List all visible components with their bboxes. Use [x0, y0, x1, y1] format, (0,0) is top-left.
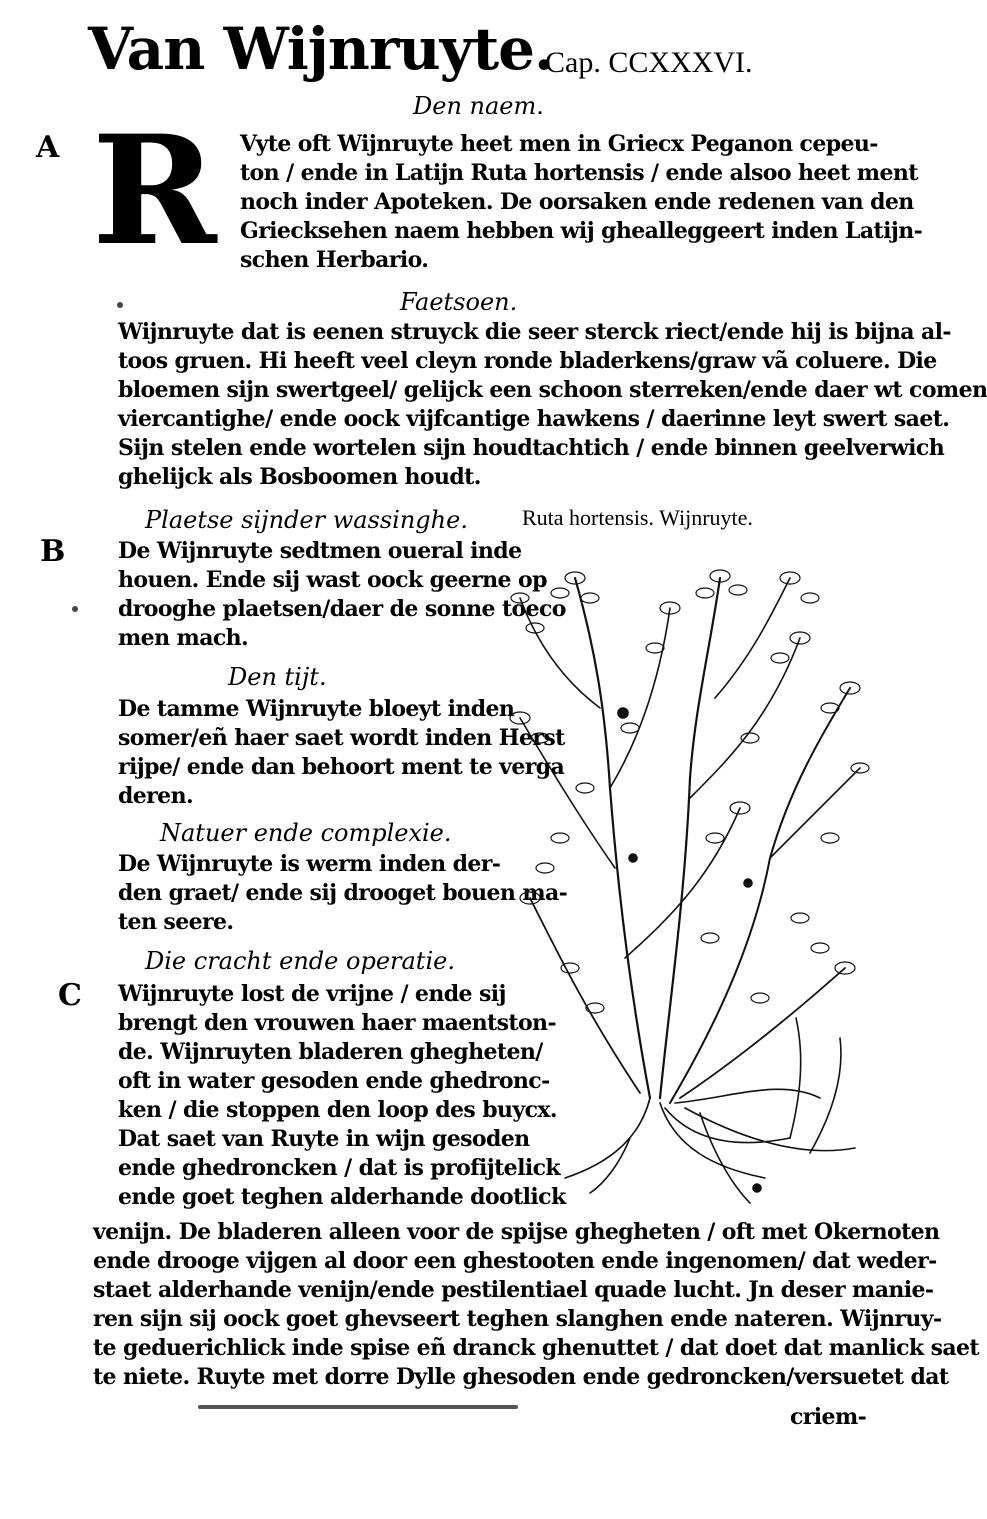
text-line: ghelijck als Bosboomen houdt. [118, 464, 481, 490]
chapter-number: Cap. CCXXXVI. [545, 46, 753, 79]
text-line: ton / ende in Latijn Ruta hortensis / ende alsoo heet ment [240, 160, 918, 186]
text-line: houen. Ende sij wast oock geerne op [118, 567, 547, 593]
section-body-naem [240, 130, 922, 275]
text-line: ken / die stoppen den loop des buycx. [118, 1097, 557, 1123]
text-line: Vyte oft Wijnruyte heet men in Griecx Peganon cepeu- [240, 131, 878, 157]
text-line: Wijnruyte lost de vrijne / ende sij [118, 981, 506, 1007]
section-body-cracht [118, 980, 566, 1212]
text-line: rijpe/ ende dan behoort ment te verga [118, 754, 565, 780]
section-body-faetsoen [118, 318, 987, 492]
text-line: schen Herbario. [240, 247, 429, 273]
text-line: deren. [118, 783, 194, 809]
margin-letter-b: B [40, 534, 66, 569]
text-line: somer/eñ haer saet wordt inden Herst [118, 725, 565, 751]
text-line: staet alderhande venijn/ende pestilentiael quade lucht. Jn deser manie- [93, 1277, 934, 1303]
text-line: De tamme Wijnruyte bloeyt inden [118, 696, 515, 722]
text-line: ren sijn sij oock goet ghevseert teghen slanghen ende nateren. Wijnruy- [93, 1306, 942, 1332]
margin-letter-c: C [58, 978, 82, 1013]
section-heading-tijt: Den tijt. [228, 663, 327, 691]
catchword: criem- [790, 1404, 867, 1430]
section-heading-naem: Den naem. [413, 92, 544, 120]
page-title: Van Wijnruyte. [88, 15, 554, 83]
section-body-tijt [118, 695, 565, 811]
text-line: De Wijnruyte sedtmen oueral inde [118, 538, 522, 564]
decorated-initial: R [92, 103, 217, 279]
text-line: noch inder Apoteken. De oorsaken ende redenen van den [240, 189, 914, 215]
text-line: Dat saet van Ruyte in wijn gesoden [118, 1126, 530, 1152]
figure-caption: Ruta hortensis. Wijnruyte. [522, 505, 753, 530]
text-line: Griecksehen naem hebben wij ghealleggeert inden Latijn- [240, 218, 923, 244]
text-line: drooghe plaetsen/daer de sonne toeco [118, 596, 566, 622]
text-line: Wijnruyte dat is eenen struyck die seer sterck riect/ende hij is bijna al- [118, 319, 951, 345]
text-line: ende drooge vijgen al door een ghestooten ende ingenomen/ dat weder- [93, 1248, 937, 1274]
text-line: ten seere. [118, 909, 234, 935]
text-line: den graet/ ende sij drooget bouen ma- [118, 880, 568, 906]
section-heading-natuer: Natuer ende complexie. [160, 819, 452, 847]
rue-plant-woodcut-icon [500, 538, 870, 1208]
text-line: men mach. [118, 625, 249, 651]
text-line: toos gruen. Hi heeft veel cleyn ronde bladerkens/graw vã coluere. Die [118, 348, 937, 374]
section-heading-cracht: Die cracht ende operatie. [145, 947, 455, 975]
section-body-plaetse [118, 537, 566, 653]
text-line: viercantighe/ ende oock vijfcantige hawkens / daerinne leyt swert saet. [118, 406, 950, 432]
text-line: oft in water gesoden ende ghedronc- [118, 1068, 550, 1094]
ink-smudge-rule [198, 1405, 518, 1409]
text-line: ende ghedroncken / dat is profijtelick [118, 1155, 561, 1181]
text-line: te geduerichlick inde spise eñ dranck ghenuttet / dat doet dat manlick saet [93, 1335, 979, 1361]
section-heading-plaetse: Plaetse sijnder wassinghe. [145, 506, 468, 534]
text-line: De Wijnruyte is werm inden der- [118, 851, 501, 877]
section-heading-faetsoen: Faetsoen. [400, 288, 518, 316]
text-line: venijn. De bladeren alleen voor de spijse ghegheten / oft met Okernoten [93, 1219, 940, 1245]
text-line: ende goet teghen alderhande dootlick [118, 1184, 566, 1210]
ink-speck [117, 302, 123, 308]
ink-speck [72, 606, 78, 612]
text-line: bloemen sijn swertgeel/ gelijck een schoon sterreken/ende daer wt comen [118, 377, 987, 403]
section-body-cracht-full-width [93, 1218, 979, 1392]
text-line: Sijn stelen ende wortelen sijn houdtachtich / ende binnen geelverwich [118, 435, 945, 461]
text-line: brengt den vrouwen haer maentston- [118, 1010, 556, 1036]
text-line: te niete. Ruyte met dorre Dylle ghesoden ende gedroncken/versuetet dat [93, 1364, 949, 1390]
text-line: de. Wijnruyten bladeren ghegheten/ [118, 1039, 543, 1065]
margin-letter-a: A [36, 130, 60, 165]
